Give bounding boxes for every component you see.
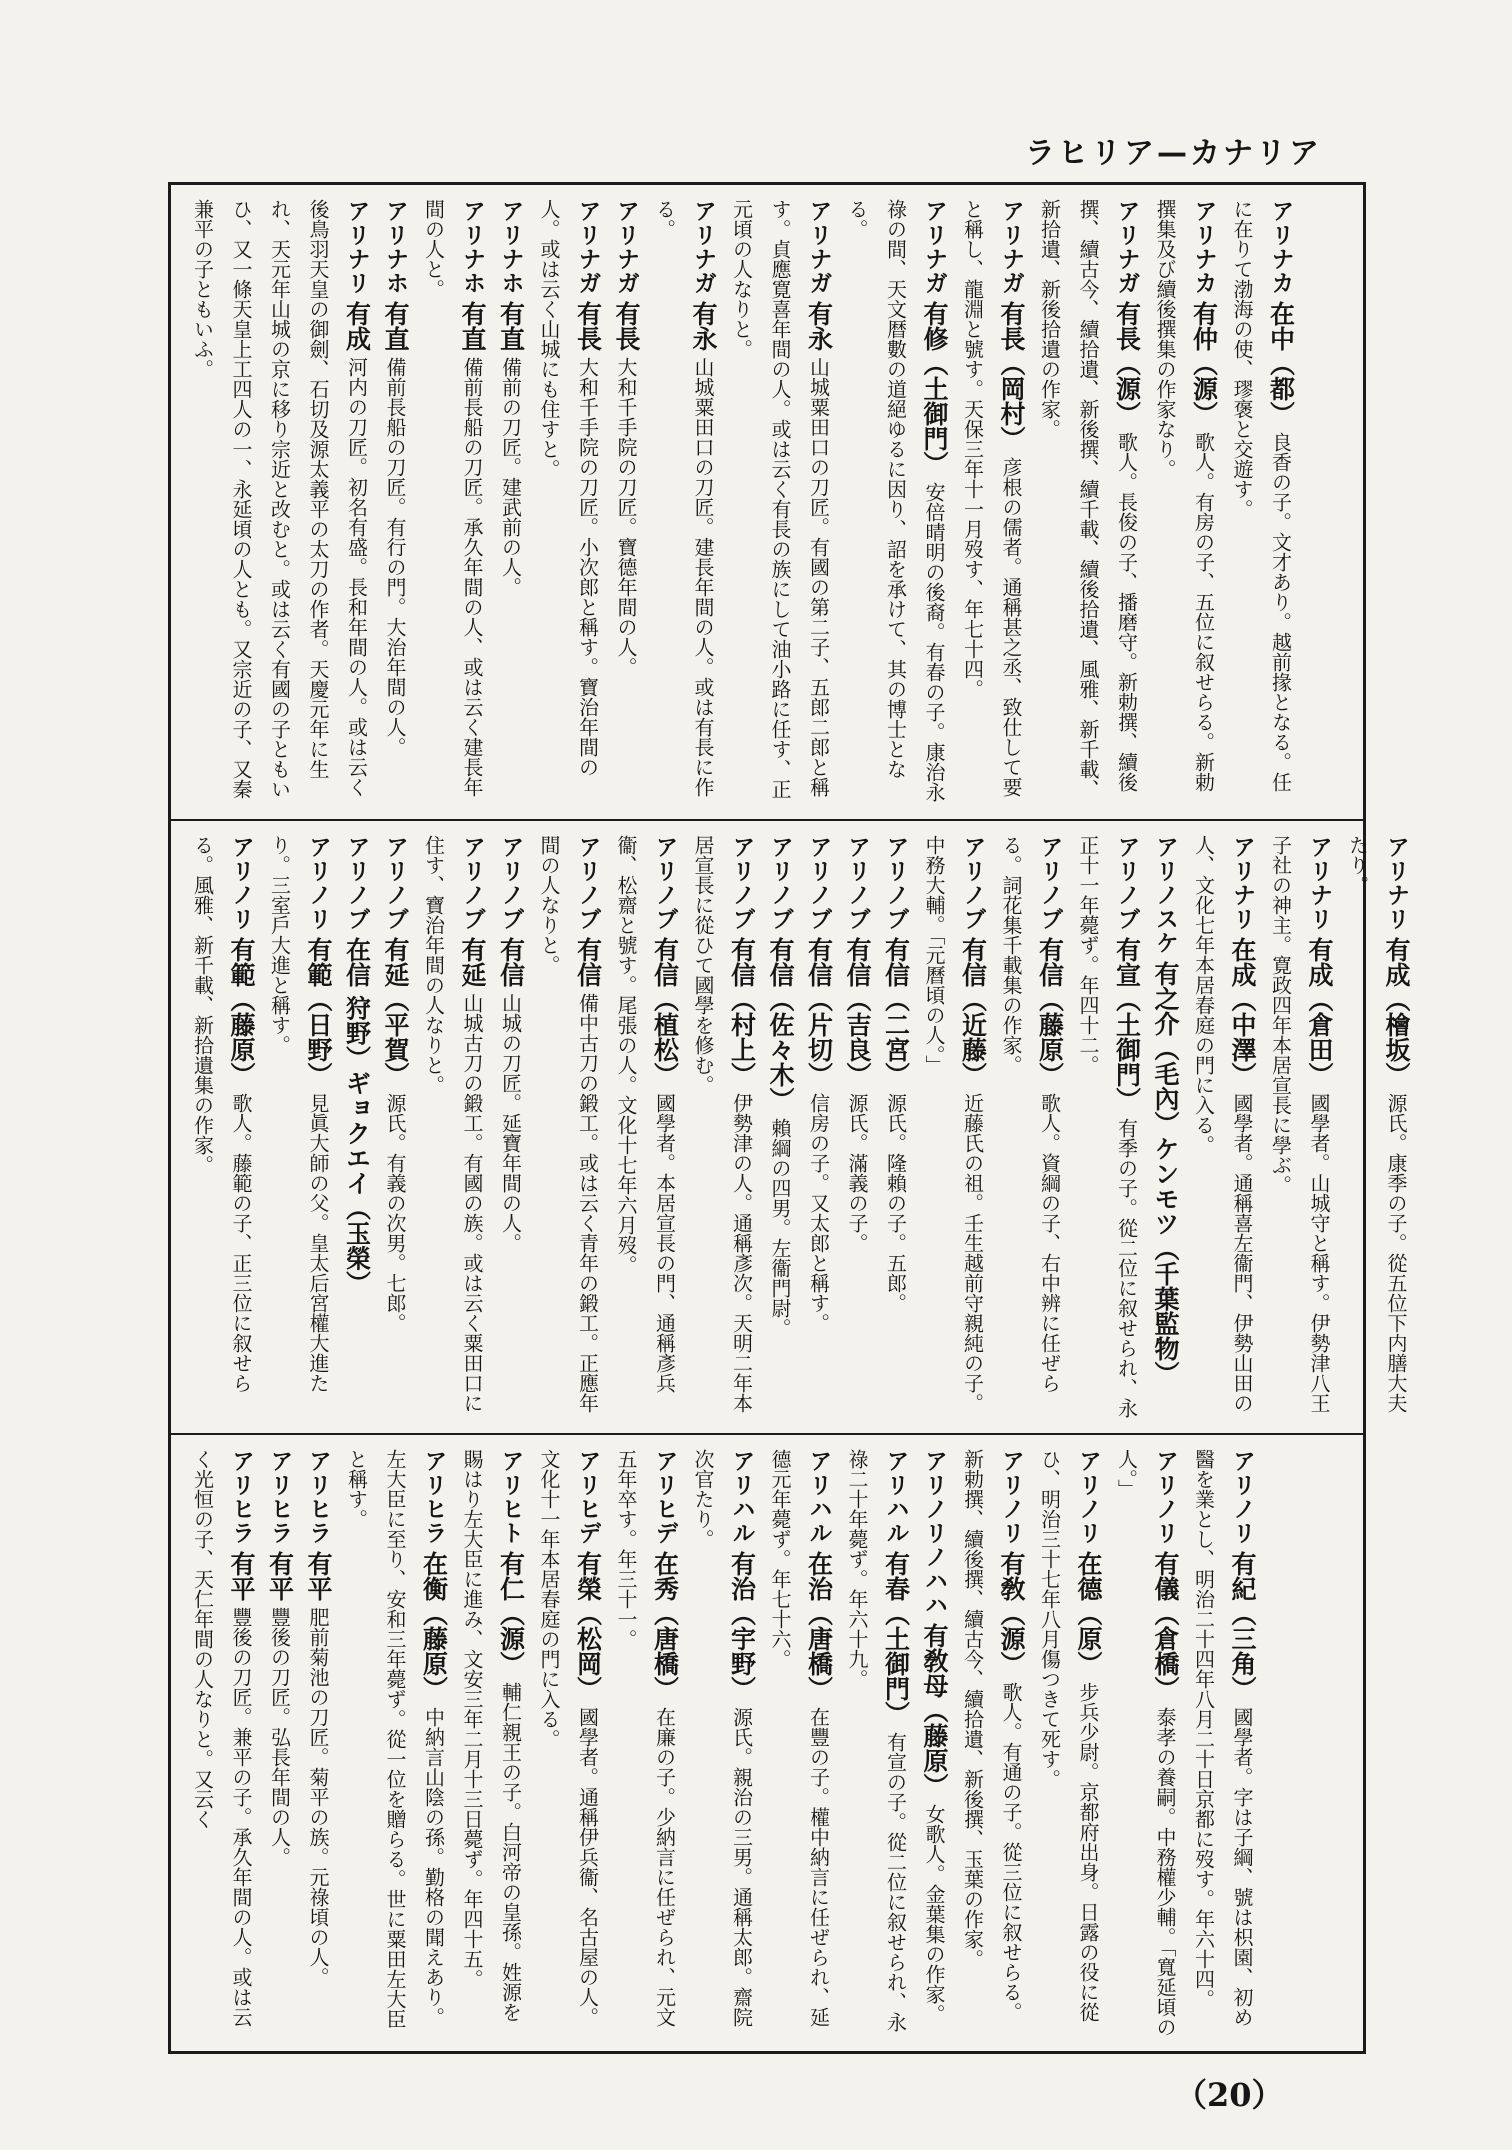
entry-body: 源氏。有義の次男。七郎。 xyxy=(383,1093,407,1333)
dictionary-entry xyxy=(183,1449,260,2037)
entry-name: 有敎（源） xyxy=(997,1551,1026,1676)
entry-body: 安倍晴明の後裔。有春の子。康治永祿の間、天文暦數の道絕ゆるに因り、詔を承けて、其の博士となる。 xyxy=(845,199,946,802)
dictionary-entry xyxy=(838,1449,915,2037)
dictionary-entry xyxy=(1338,835,1415,1419)
entry-name: 有信（近藤） xyxy=(958,937,988,1087)
entry-body: 備前長船の刀匠。承久年間の人、或は云く建長年間の人と。 xyxy=(421,199,484,797)
entry-body: 歌人。長俊の子、播磨守。新勅撰、續後撰、續古今、續拾遺、新後撰、續千載、續後拾遺、風雅、新千載、新拾遺、新後拾遺の作家。 xyxy=(1037,199,1139,799)
entry-body: 源氏。隆賴の子。五郎。 xyxy=(883,1093,908,1313)
entry-headword: アリハル xyxy=(805,1449,832,1545)
entry-name: 有延 xyxy=(458,937,487,987)
entry-name: 在治（唐橋） xyxy=(804,1551,834,1701)
entry-headword: アリナガ xyxy=(613,199,639,295)
entry-headword: アリノブ xyxy=(382,835,408,931)
dictionary-entry xyxy=(1146,835,1185,1419)
dictionary-entry xyxy=(414,835,491,1419)
dictionary-entry xyxy=(684,1449,761,2037)
entry-name: 有永 xyxy=(689,301,718,351)
entry-body: 河内の刀匠。初名有盛。長和年間の人。或は云く後鳥羽天皇の御劍、石切及源太義平の太刀の作者。天慶元年に生れ、天元年山城の京に移り宗近と改むと。或は云く有國の子ともいひ、又一條天皇上工四人の一、永延頃の人とも。又宗近の子、又秦兼平の子ともいふ。 xyxy=(190,199,369,799)
entry-name: 有信（佐々木） xyxy=(766,937,795,1112)
entry-headword: アリノブ xyxy=(459,835,485,931)
entry-headword: アリノリノハハ xyxy=(921,1449,947,1617)
entry-headword: アリヒラ xyxy=(266,1449,293,1545)
entry-name: 有長 xyxy=(573,301,603,351)
entry-headword: アリナガ xyxy=(921,199,947,295)
entry-headword: アリヒラ xyxy=(228,1449,254,1545)
entry-column xyxy=(171,1435,1273,2051)
dictionary-entry xyxy=(1069,835,1146,1419)
entry-headword: アリナホ xyxy=(497,199,524,295)
entry-column xyxy=(171,821,1427,1433)
dictionary-entry xyxy=(260,1449,299,2037)
entry-headword: アリノブ xyxy=(959,835,986,931)
entry-name: 有治（宇野） xyxy=(727,1551,757,1701)
entry-headword: アリハル xyxy=(882,1449,909,1545)
entry-headword: アリヒラ xyxy=(305,1449,331,1545)
entry-name: 在中（都） xyxy=(1266,301,1296,426)
entry-name: 有仲（源） xyxy=(1189,301,1219,426)
entry-headword: アリヒデ xyxy=(574,1449,601,1545)
dictionary-entry xyxy=(376,835,415,1419)
entry-headword: アリノブ xyxy=(651,835,678,931)
entry-body: 歌人。有房の子、五位に叙せらる。新勅撰集及び續後撰集の作家なり。 xyxy=(1153,199,1216,792)
entry-name: 有範（藤原） xyxy=(227,937,256,1087)
entry-headword: アリノブ xyxy=(343,835,370,931)
entry-name: 有仁（源） xyxy=(496,1551,526,1676)
dictionary-band-bottom xyxy=(171,1433,1363,2051)
entry-body: 備前の刀匠。建武前の人。 xyxy=(498,357,523,597)
dictionary-entry xyxy=(491,199,530,805)
entry-headword: アリナリ xyxy=(1306,835,1332,931)
entry-body: 國學者。字は子綱、號は枳園、初め醫を業とし、明治二十四年八月二十日京都に歿す。年六十四。 xyxy=(1191,1449,1254,2027)
dictionary-entry xyxy=(414,199,491,805)
dictionary-entry xyxy=(1184,1449,1261,2037)
entry-headword: アリナホ xyxy=(459,199,485,295)
dictionary-entry xyxy=(183,199,376,805)
dictionary-entry xyxy=(299,1449,338,2037)
entry-body: 大和千手院の刀匠。小次郎と稱す。寶治年間の人。或は云く山城にも住すと。 xyxy=(537,199,600,777)
dictionary-band-top xyxy=(171,185,1363,819)
entry-headword: アリナガ xyxy=(1113,199,1140,295)
entry-body: 國學者。本居宣長の門、通稱彥兵衞、松齋と號す。尾張の人。文化十七年六月歿。 xyxy=(614,835,677,1393)
dictionary-entry xyxy=(1107,1449,1184,2037)
entry-name: 有信 xyxy=(496,937,526,987)
entry-body: 備中古刀の鍛工。或は云く青年の鍛工。正應年間の人なりと。 xyxy=(537,835,600,1413)
entry-headword: アリナガ xyxy=(805,199,832,295)
dictionary-entry xyxy=(530,835,607,1419)
dictionary-entry xyxy=(645,199,722,805)
entry-column xyxy=(171,185,1312,819)
entry-name: 有平 xyxy=(265,1551,295,1601)
entry-name: 在衡（藤原） xyxy=(419,1551,449,1701)
entry-headword: アリノブ xyxy=(1113,835,1140,931)
dictionary-entry xyxy=(1223,199,1300,805)
entry-headword: アリノリ xyxy=(1229,1449,1255,1545)
entry-headword: アリナリ xyxy=(343,199,370,295)
entry-headword: アリノブ xyxy=(805,835,832,931)
entry-name: 有修（土御門） xyxy=(920,301,949,476)
entry-name: 在信 狩野）ギョクエイ（玉榮） xyxy=(342,937,372,1296)
entry-body: 中納言山陰の孫。勤格の聞えあり。左大臣に至り、安和三年薨ず。從一位を贈らる。世に粟田左大臣と稱す。 xyxy=(344,1449,446,2029)
entry-headword: アリナリ xyxy=(1383,835,1409,931)
entry-name: 有信（植松） xyxy=(650,937,680,1087)
entry-name: 有永 xyxy=(804,301,834,351)
entry-name: 有平 xyxy=(304,1551,333,1601)
entry-headword: アリナガ xyxy=(574,199,601,295)
dictionary-entry xyxy=(491,835,530,1419)
entry-headword: アリヒラ xyxy=(420,1449,447,1545)
entry-body: 良香の子。文才あり。越前掾となる。任に在りて渤海の使、璆褒と交遊す。 xyxy=(1230,199,1293,792)
entry-body: 輔仁親王の子。白河帝の皇孫。姓源を賜はり左大臣に進み、文安三年二月十三日薨ず。年四十五。 xyxy=(460,1449,523,2022)
page-number: （20） xyxy=(1175,2076,1284,2114)
entry-name: 在成（中澤） xyxy=(1228,937,1257,1087)
entry-name: 在秀（唐橋） xyxy=(650,1551,680,1701)
entry-body: 賴綱の四男。左衞門尉。 xyxy=(768,1118,792,1338)
dictionary-entry xyxy=(1030,199,1146,805)
entry-name: 有信（村上） xyxy=(727,937,757,1087)
entry-body: 國學者。通稱伊兵衞、名古屋の人。文化十一年本居春庭の門に入る。 xyxy=(537,1449,600,2027)
dictionary-entry xyxy=(915,1449,954,2037)
entry-body: 見眞大師の父。皇太后宮權大進たり。三室戶大進と稱す。 xyxy=(267,835,330,1393)
entry-headword: アリノリ xyxy=(228,835,254,931)
entry-headword: アリノリ xyxy=(305,835,331,931)
dictionary-entry xyxy=(453,1449,530,2037)
running-head: ラヒリア—カナリア xyxy=(1025,136,1322,171)
entry-body: 歌人。資綱の子、右中辨に任ぜらる。詞花集千載集の作家。 xyxy=(999,835,1062,1393)
dictionary-entry xyxy=(1184,835,1261,1419)
entry-headword: アリナガ xyxy=(998,199,1024,295)
entry-name: 有延（平賀） xyxy=(381,937,410,1087)
entry-headword: アリノブ xyxy=(882,835,909,931)
dictionary-entry xyxy=(260,835,337,1419)
entry-name: 有成（檜坂） xyxy=(1382,937,1411,1087)
entry-headword: アリナカ xyxy=(1190,199,1217,295)
entry-name: 有紀（三角） xyxy=(1228,1551,1257,1701)
entry-body: 在廉の子。少納言に任ぜられ、元文五年卒す。年三十一。 xyxy=(614,1449,677,2027)
entry-headword: アリノブ xyxy=(497,835,524,931)
entry-headword: アリノスケ xyxy=(1152,835,1178,955)
entry-headword: アリノリ xyxy=(1152,1449,1178,1545)
dictionary-entry xyxy=(684,835,761,1419)
entry-name: 有直 xyxy=(496,301,526,351)
entry-body: 肥前菊池の刀匠。菊平の族。元祿頃の人。 xyxy=(306,1607,330,1987)
page-frame xyxy=(168,182,1411,2054)
entry-headword: アリハル xyxy=(728,1449,755,1545)
entry-headword: アリナリ xyxy=(1229,835,1255,931)
entry-name: 有春（土御門） xyxy=(881,1551,911,1726)
dictionary-entry xyxy=(838,199,954,805)
entry-name: 有之介（毛內）ケンモツ（千葉監物） xyxy=(1151,961,1180,1386)
entry-headword: アリヒデ xyxy=(651,1449,678,1545)
entry-name: 有直 xyxy=(458,301,487,351)
entry-body: 源氏。滿義の子。 xyxy=(845,1093,869,1253)
dictionary-entry xyxy=(722,199,838,805)
entry-body: 山城粟田口の刀匠。有國の第二子、五郎二郎と稱す。貞應寛喜年間の人。或は云く有長の族にして油小路に任す、正元頃の人なりと。 xyxy=(729,199,831,799)
entry-body: 豐後の刀匠。兼平の子。承久年間の人。或は云く光恒の子、天仁年間の人なりと。又云く xyxy=(190,1449,253,2027)
entry-name: 有信 xyxy=(573,937,603,987)
entry-headword: アリノブ xyxy=(844,835,870,931)
entry-body: 山城の刀匠。延寶年間の人。 xyxy=(498,993,523,1253)
dictionary-entry xyxy=(337,1449,453,2037)
entry-name: 有信（吉良） xyxy=(843,937,872,1087)
entry-body: 女歌人。金葉集の作家。 xyxy=(922,1804,946,2024)
dictionary-entry xyxy=(376,199,415,805)
dictionary-entry xyxy=(1261,835,1338,1419)
entry-headword: アリノリ xyxy=(998,1449,1024,1545)
entry-body: 源氏。康季の子。從五位下内膳大夫たり。 xyxy=(1345,835,1408,1413)
dictionary-band-middle xyxy=(171,819,1411,1433)
entry-name: 有平 xyxy=(227,1551,256,1601)
entry-name: 有長（源） xyxy=(1112,301,1142,426)
dictionary-entry xyxy=(607,199,646,805)
entry-name: 有信（二宮） xyxy=(881,937,911,1087)
dictionary-entry xyxy=(876,835,915,1419)
dictionary-entry xyxy=(530,1449,607,2037)
entry-headword: アリナホ xyxy=(382,199,408,295)
entry-headword: アリノブ xyxy=(1036,835,1063,931)
entry-name: 有直 xyxy=(381,301,410,351)
dictionary-entry xyxy=(799,835,838,1419)
entry-body: 信房の子。又太郎と稱す。 xyxy=(806,1093,831,1333)
entry-name: 有榮（松岡） xyxy=(573,1551,603,1701)
entry-body: 國學者。山城守と稱す。伊勢津八王子社の神主。寛政四年本居宣長に學ぶ。 xyxy=(1268,835,1331,1413)
entry-body: 彦根の儒者。通稱甚之丞、致仕して要と稱し、龍淵と號す。天保三年十一月歿す、年七十四。 xyxy=(960,199,1023,797)
dictionary-entry xyxy=(607,835,684,1419)
dictionary-entry xyxy=(953,199,1030,805)
dictionary-entry xyxy=(1030,1449,1107,2037)
entry-body: 有季の子。從二位に叙せられ、永正十一年薨ず。年四十二。 xyxy=(1076,835,1139,1418)
entry-name: 有信（藤原） xyxy=(1035,937,1065,1087)
entry-body: 伊勢津の人。通稱彥次。天明二年本居宣長に從ひて國學を修む。 xyxy=(691,835,754,1413)
entry-name: 有儀（倉橋） xyxy=(1151,1551,1180,1701)
entry-headword: アリノリ xyxy=(1075,1449,1101,1545)
entry-name: 有成（倉田） xyxy=(1305,937,1334,1087)
entry-headword: アリノブ xyxy=(728,835,755,931)
entry-name: 有成 xyxy=(342,301,372,351)
entry-name: 有長（岡村） xyxy=(997,301,1026,451)
entry-body: 泰孝の養嗣。中務權少輔。「寬延頃の人。」 xyxy=(1114,1449,1177,2037)
entry-headword: アリナカ xyxy=(1267,199,1294,295)
entry-name: 有信（片切） xyxy=(804,937,834,1087)
entry-body: 有宣の子。從二位に叙せられ、永祿二十年薨ず。年六十九。 xyxy=(845,1449,908,2032)
entry-body: 豐後の刀匠。弘長年間の人。 xyxy=(267,1607,292,1867)
entry-headword: アリノブ xyxy=(574,835,601,931)
entry-name: 有敎母（藤原） xyxy=(920,1623,949,1798)
dictionary-entry xyxy=(838,835,877,1419)
entry-headword: アリヒト xyxy=(497,1449,524,1545)
entry-body: 源氏。親治の三男。通稱太郎。齋院次官たり。 xyxy=(691,1449,754,2027)
entry-body: 在豐の子。權中納言に任ぜられ、延德元年薨ず。年七十六。 xyxy=(768,1449,831,2027)
entry-body: 歌人。有通の子。從三位に叙せらる。新勅撰、續後撰、續古今、續拾遺、新後撰、玉葉の作家。 xyxy=(960,1449,1023,2022)
dictionary-entry xyxy=(607,1449,684,2037)
entry-body: 大和千手院の刀匠。寶德年間の人。 xyxy=(614,357,638,677)
entry-headword: アリナガ xyxy=(690,199,716,295)
dictionary-entry xyxy=(953,1449,1030,2037)
entry-name: 有範（日野） xyxy=(304,937,333,1087)
entry-body: 國學者。通稱喜左衞門、伊勢山田の人、文化七年本居春庭の門に入る。 xyxy=(1191,835,1254,1413)
dictionary-entry xyxy=(1146,199,1223,805)
entry-body: 近藤氏の祖。壬生越前守親純の子。中務大輔。「元曆頃の人。」 xyxy=(922,835,985,1413)
dictionary-entry xyxy=(915,835,992,1419)
entry-name: 有宣（土御門） xyxy=(1112,937,1142,1112)
entry-body: 步兵少尉。京都府出身。日露の役に從ひ、明治三十七年八月傷つきて死す。 xyxy=(1037,1449,1100,2022)
entry-name: 在德（原） xyxy=(1074,1551,1103,1676)
dictionary-entry xyxy=(761,1449,838,2037)
entry-body: 山城粟田口の刀匠。建長年間の人。或は有長に作る。 xyxy=(652,199,715,797)
entry-name: 有長 xyxy=(612,301,641,351)
entry-body: 歌人。藤範の子、正三位に叙せらる。風雅、新千載、新拾遺集の作家。 xyxy=(190,835,253,1393)
entry-body: 山城古刀の鍛工。有國の族。或は云く粟田口に住す、寶治年間の人なりと。 xyxy=(421,835,484,1413)
dictionary-entry xyxy=(183,835,260,1419)
dictionary-entry xyxy=(992,835,1069,1419)
dictionary-entry xyxy=(337,835,376,1419)
entry-headword: アリノブ xyxy=(767,835,793,931)
entry-body: 備前長船の刀匠。有行の門。大治年間の人。 xyxy=(383,357,407,757)
dictionary-entry xyxy=(761,835,800,1419)
dictionary-entry xyxy=(530,199,607,805)
